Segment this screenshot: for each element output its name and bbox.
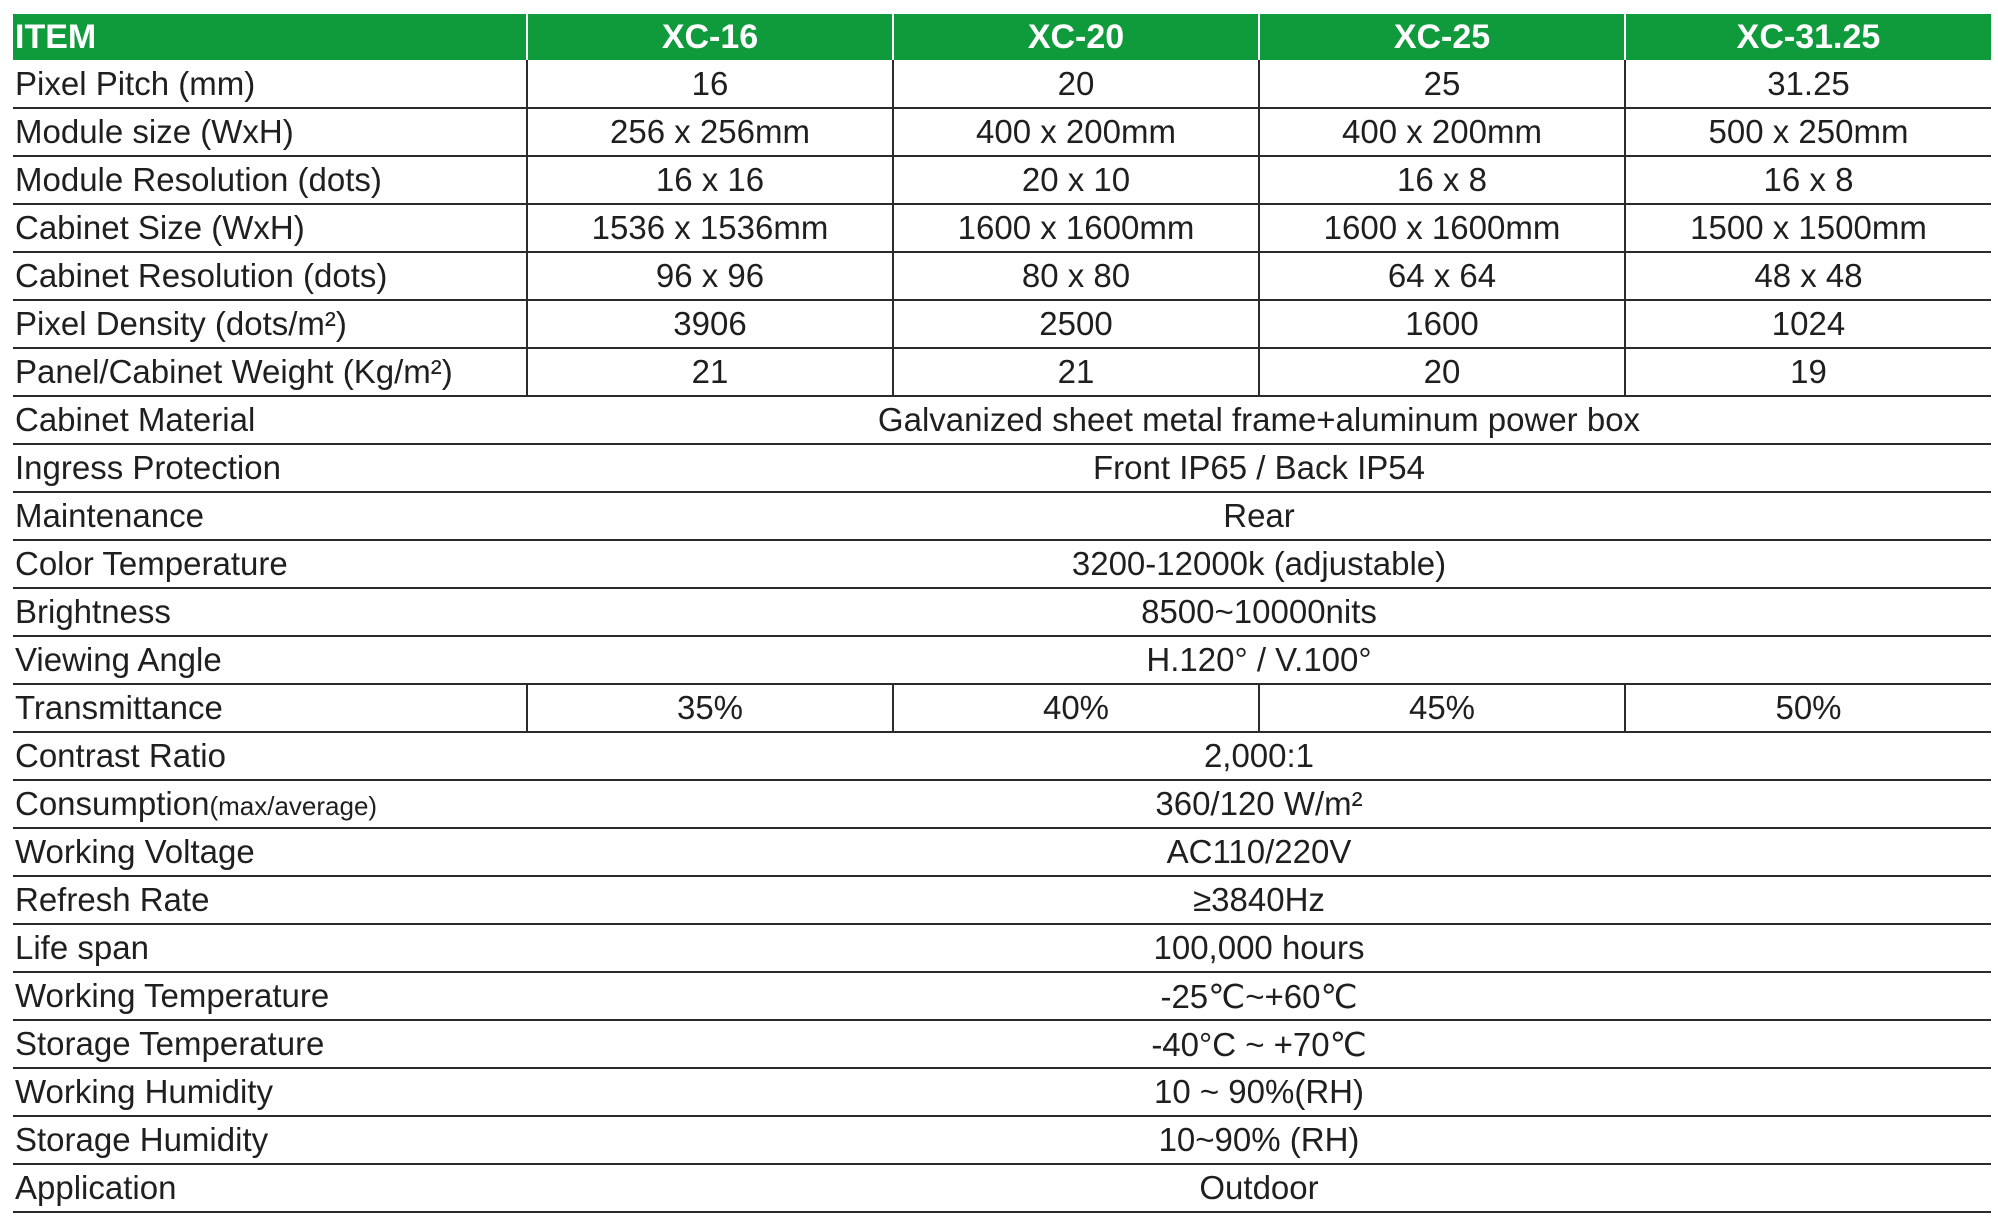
shared-value-cell: 360/120 W/m² [527, 780, 1991, 828]
row-label [13, 60, 527, 108]
row-label [13, 780, 527, 828]
value-cell: 2500 [893, 300, 1259, 348]
table-row [13, 588, 1991, 636]
shared-value-cell: 100,000 hours [527, 924, 1991, 972]
value-cell: 20 x 10 [893, 156, 1259, 204]
row-label-suffix: (max/average) [209, 791, 378, 821]
table-row [13, 1116, 1991, 1164]
value-cell: 400 x 200mm [893, 108, 1259, 156]
table-row [13, 252, 1991, 300]
row-label [13, 1020, 527, 1068]
table-row [13, 684, 1991, 732]
value-cell: 96 x 96 [527, 252, 893, 300]
row-label [13, 828, 527, 876]
spec-table [13, 14, 1991, 1213]
row-label [13, 156, 527, 204]
table-row [13, 780, 1991, 828]
row-label-text: Ingress Protection [15, 449, 281, 486]
shared-value-cell: -25℃~+60℃ [527, 972, 1991, 1020]
header-model: XC-31.25 [1625, 14, 1991, 60]
value-cell: 50% [1625, 684, 1991, 732]
row-label [13, 876, 527, 924]
shared-value-cell: 8500~10000nits [527, 588, 1991, 636]
value-cell: 21 [527, 348, 893, 396]
row-label [13, 108, 527, 156]
value-cell: 1500 x 1500mm [1625, 204, 1991, 252]
table-row [13, 396, 1991, 444]
shared-value-cell: 10 ~ 90%(RH) [527, 1068, 1991, 1116]
value-cell: 16 [527, 60, 893, 108]
value-cell: 16 x 16 [527, 156, 893, 204]
row-label [13, 972, 527, 1020]
table-row [13, 1164, 1991, 1212]
row-label-text: Panel/Cabinet Weight (Kg/m²) [15, 353, 453, 390]
shared-value-cell: ≥3840Hz [527, 876, 1991, 924]
header-model: XC-16 [527, 14, 893, 60]
row-label [13, 444, 527, 492]
table-row [13, 204, 1991, 252]
value-cell: 20 [1259, 348, 1625, 396]
value-cell: 16 x 8 [1625, 156, 1991, 204]
table-row [13, 300, 1991, 348]
row-label-text: Working Temperature [15, 977, 330, 1014]
table-row [13, 876, 1991, 924]
shared-value-cell: 10~90% (RH) [527, 1116, 1991, 1164]
value-cell: 3906 [527, 300, 893, 348]
value-cell: 25 [1259, 60, 1625, 108]
row-label-text: Working Humidity [15, 1073, 273, 1110]
table-row [13, 972, 1991, 1020]
row-label [13, 540, 527, 588]
value-cell: 500 x 250mm [1625, 108, 1991, 156]
value-cell: 16 x 8 [1259, 156, 1625, 204]
row-label [13, 1116, 527, 1164]
table-row [13, 60, 1991, 108]
row-label-text: Application [15, 1169, 177, 1206]
value-cell: 64 x 64 [1259, 252, 1625, 300]
value-cell: 80 x 80 [893, 252, 1259, 300]
header-model: XC-25 [1259, 14, 1625, 60]
row-label-text: Maintenance [15, 497, 204, 534]
row-label [13, 1068, 527, 1116]
value-cell: 20 [893, 60, 1259, 108]
row-label-text: Cabinet Resolution (dots) [15, 257, 388, 294]
row-label [13, 492, 527, 540]
row-label-text: Module Resolution (dots) [15, 161, 382, 198]
table-row [13, 156, 1991, 204]
row-label-text: Brightness [15, 593, 171, 630]
row-label-text: Color Temperature [15, 545, 288, 582]
shared-value-cell: H.120° / V.100° [527, 636, 1991, 684]
value-cell: 40% [893, 684, 1259, 732]
table-row [13, 732, 1991, 780]
row-label-text: Pixel Density (dots/m²) [15, 305, 347, 342]
row-label-text: Life span [15, 929, 149, 966]
spec-body [13, 60, 1991, 1212]
value-cell: 31.25 [1625, 60, 1991, 108]
value-cell: 1600 x 1600mm [1259, 204, 1625, 252]
row-label-text: Pixel Pitch (mm) [15, 64, 256, 102]
value-cell: 1600 x 1600mm [893, 204, 1259, 252]
row-label [13, 396, 527, 444]
shared-value-cell: -40°C ~ +70℃ [527, 1020, 1991, 1068]
row-label-text: Viewing Angle [15, 641, 222, 678]
table-row [13, 348, 1991, 396]
row-label-text: Refresh Rate [15, 881, 210, 918]
table-row [13, 1068, 1991, 1116]
shared-value-cell: Outdoor [527, 1164, 1991, 1212]
row-label-text: Consumption [15, 785, 210, 822]
value-cell: 48 x 48 [1625, 252, 1991, 300]
table-row [13, 1020, 1991, 1068]
row-label-text: Transmittance [15, 689, 223, 726]
table-row [13, 540, 1991, 588]
value-cell: 1024 [1625, 300, 1991, 348]
row-label [13, 588, 527, 636]
shared-value-cell: Front IP65 / Back IP54 [527, 444, 1991, 492]
value-cell: 21 [893, 348, 1259, 396]
row-label [13, 300, 527, 348]
row-label [13, 636, 527, 684]
value-cell: 1600 [1259, 300, 1625, 348]
shared-value-cell: 3200-12000k (adjustable) [527, 540, 1991, 588]
row-label [13, 252, 527, 300]
header-row [13, 14, 1991, 60]
table-row [13, 636, 1991, 684]
row-label-text: Contrast Ratio [15, 737, 226, 774]
shared-value-cell: 2,000:1 [527, 732, 1991, 780]
row-label-text: Storage Humidity [15, 1121, 269, 1158]
header-item: ITEM [13, 14, 527, 60]
row-label-text: Module size (WxH) [15, 113, 294, 150]
row-label [13, 1164, 527, 1212]
value-cell: 256 x 256mm [527, 108, 893, 156]
table-row [13, 492, 1991, 540]
value-cell: 19 [1625, 348, 1991, 396]
row-label [13, 732, 527, 780]
table-row [13, 924, 1991, 972]
row-label-text: Cabinet Size (WxH) [15, 209, 305, 246]
table-row [13, 828, 1991, 876]
row-label-text: Working Voltage [15, 833, 255, 870]
shared-value-cell: AC110/220V [527, 828, 1991, 876]
value-cell: 35% [527, 684, 893, 732]
value-cell: 45% [1259, 684, 1625, 732]
row-label-text: Cabinet Material [15, 401, 256, 438]
value-cell: 1536 x 1536mm [527, 204, 893, 252]
table-row [13, 444, 1991, 492]
value-cell: 400 x 200mm [1259, 108, 1625, 156]
row-label [13, 684, 527, 732]
table-row [13, 108, 1991, 156]
row-label [13, 924, 527, 972]
row-label [13, 204, 527, 252]
shared-value-cell: Rear [527, 492, 1991, 540]
shared-value-cell: Galvanized sheet metal frame+aluminum power box [527, 396, 1991, 444]
row-label [13, 348, 527, 396]
row-label-text: Storage Temperature [15, 1025, 325, 1062]
header-model: XC-20 [893, 14, 1259, 60]
